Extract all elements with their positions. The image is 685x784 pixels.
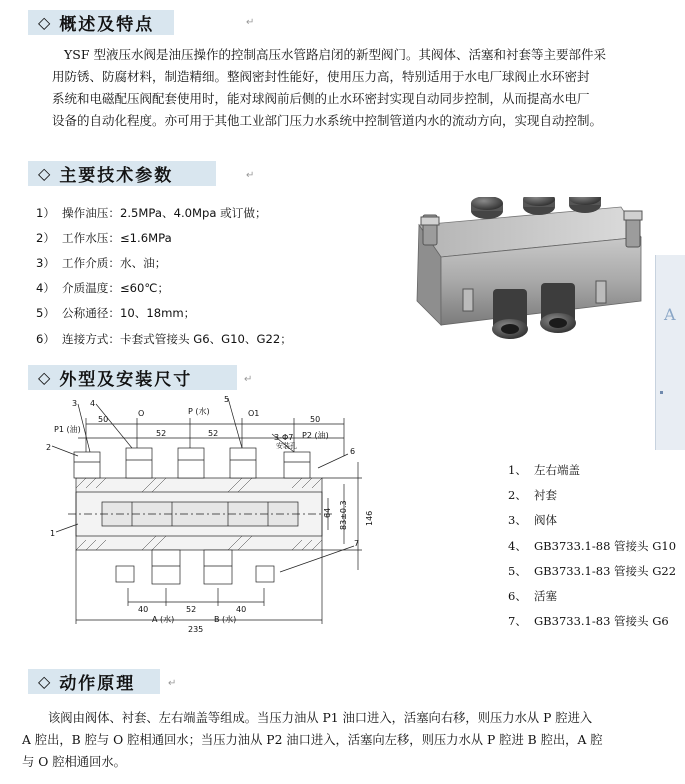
return-arrow-icon: ↵ bbox=[246, 17, 255, 28]
legend-item: 5、 GB3733.1-83 管接头 G22 bbox=[508, 564, 677, 578]
label-o: O bbox=[138, 409, 145, 418]
callout-4: 4 bbox=[90, 399, 96, 408]
legend-item: 6、 活塞 bbox=[508, 589, 557, 603]
valve-photo bbox=[411, 197, 666, 356]
return-arrow-icon: ↵ bbox=[244, 374, 253, 385]
dim-top-3: 52 bbox=[208, 429, 219, 438]
diamond-outline-icon: ◇ bbox=[38, 12, 51, 32]
principle-line: A 腔出，B 腔与 O 腔相通回水；当压力油从 P2 油口进入，活塞向左移，则压力水从 P 腔进 B 腔出，A 腔 bbox=[22, 733, 603, 747]
legend-item: 7、 GB3733.1-83 管接头 G6 bbox=[508, 614, 669, 628]
dim-top-4: 50 bbox=[310, 415, 321, 424]
label-p2: P2 (油) bbox=[302, 431, 329, 440]
callout-7: 7 bbox=[354, 539, 360, 548]
side-panel bbox=[655, 255, 685, 450]
dim-total: 235 bbox=[188, 625, 204, 634]
heading-overview-title: 概述及特点 bbox=[59, 15, 155, 35]
dim-bottom-1: 40 bbox=[138, 605, 149, 614]
dim-right-2: 83±0.3 bbox=[339, 500, 348, 530]
heading-dims bbox=[28, 365, 237, 390]
heading-specs-title: 主要技术参数 bbox=[59, 166, 174, 186]
installation-drawing bbox=[32, 396, 402, 641]
spec-item: 1） 操作油压：2.5MPa、4.0Mpa 或订做； bbox=[36, 206, 267, 220]
label-a: A (水) bbox=[152, 615, 175, 624]
legend-item: 4、 GB3733.1-88 管接头 G10 bbox=[508, 539, 677, 553]
return-arrow-icon: ↵ bbox=[168, 678, 177, 689]
overview-line: 用防锈、防腐材料，制造精细。整阀密封性能好，使用压力高，特别适用于水电厂球阀止水环密封 bbox=[52, 69, 590, 84]
side-panel-glyph: A bbox=[664, 305, 676, 324]
spec-item: 4） 介质温度：≤60℃； bbox=[36, 281, 170, 295]
heading-specs bbox=[28, 161, 216, 186]
diamond-outline-icon: ◇ bbox=[38, 163, 51, 183]
heading-principle-title: 动作原理 bbox=[59, 674, 136, 694]
overview-paragraph bbox=[52, 44, 606, 132]
callout-3: 3 bbox=[72, 399, 78, 408]
callout-2: 2 bbox=[46, 443, 52, 452]
legend-item: 1、 左右端盖 bbox=[508, 463, 580, 477]
label-b: B (水) bbox=[214, 615, 237, 624]
callout-6: 6 bbox=[350, 447, 356, 456]
heading-principle bbox=[28, 669, 160, 694]
legend-item: 2、 衬套 bbox=[508, 488, 557, 502]
dim-bottom-3: 40 bbox=[236, 605, 247, 614]
spec-item: 3） 工作介质：水、油； bbox=[36, 256, 167, 270]
principle-line: 与 O 腔相通回水。 bbox=[22, 755, 126, 769]
label-o1: O1 bbox=[248, 409, 260, 418]
overview-line: YSF 型液压水阀是油压操作的控制高压水管路启闭的新型阀门。其阀体、活塞和衬套等主要部件采 bbox=[64, 47, 606, 62]
dim-right-1: 64 bbox=[323, 507, 332, 518]
principle-paragraph bbox=[22, 707, 603, 773]
callout-1: 1 bbox=[50, 529, 56, 538]
diamond-outline-icon: ◇ bbox=[38, 671, 51, 691]
overview-line: 设备的自动化程度。亦可用于其他工业部门压力水系统中控制管道内水的流动方向，实现自动控制。 bbox=[52, 113, 603, 128]
spec-item: 2） 工作水压：≤1.6MPa bbox=[36, 231, 172, 245]
dim-top-2: 52 bbox=[156, 429, 167, 438]
heading-overview bbox=[28, 10, 174, 35]
side-panel-marker bbox=[660, 391, 663, 394]
label-tag: 3-Φ7 bbox=[274, 433, 294, 442]
heading-dims-title: 外型及安装尺寸 bbox=[59, 370, 193, 390]
label-tag2: 安装孔 bbox=[276, 442, 297, 450]
dim-right-3: 146 bbox=[365, 510, 374, 526]
diamond-outline-icon: ◇ bbox=[38, 367, 51, 387]
dim-top-1: 50 bbox=[98, 415, 109, 424]
spec-item: 6） 连接方式：卡套式管接头 G6、G10、G22； bbox=[36, 332, 292, 346]
callout-5: 5 bbox=[224, 396, 230, 404]
label-p1: P1 (油) bbox=[54, 425, 81, 434]
principle-line: 该阀由阀体、衬套、左右端盖等组成。当压力油从 P1 油口进入，活塞向右移，则压力水从 P 腔进入 bbox=[48, 711, 593, 725]
dim-bottom-2: 52 bbox=[186, 605, 197, 614]
legend-item: 3、 阀体 bbox=[508, 513, 557, 527]
label-p: P (水) bbox=[188, 407, 210, 416]
spec-item: 5） 公称通径：10、18mm； bbox=[36, 306, 196, 320]
overview-line: 系统和电磁配压阀配套使用时，能对球阀前后侧的止水环密封实现自动同步控制，从而提高水电厂 bbox=[52, 91, 590, 106]
return-arrow-icon: ↵ bbox=[246, 170, 255, 181]
